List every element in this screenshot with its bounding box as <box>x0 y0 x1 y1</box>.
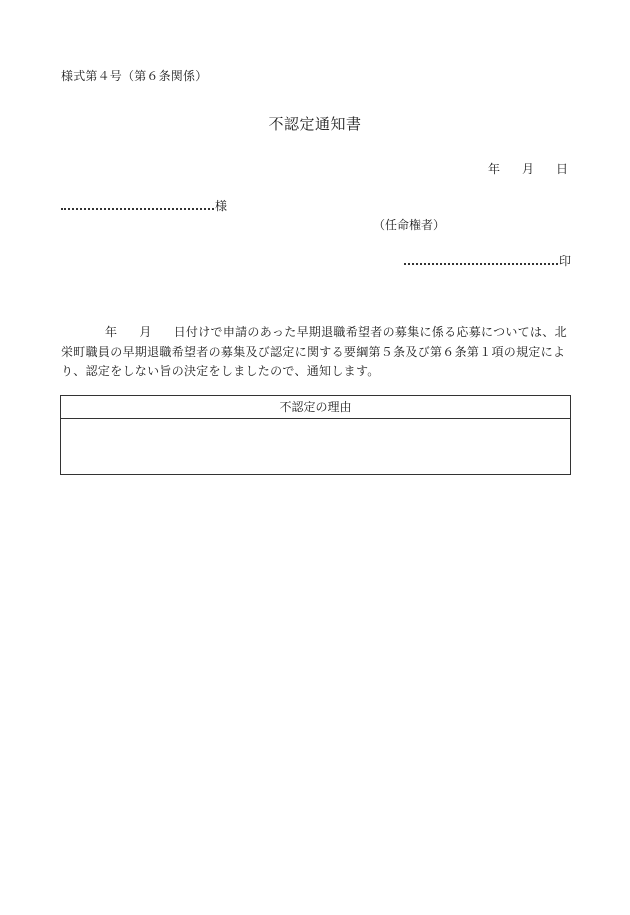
recipient-line <box>61 197 227 214</box>
reason-table <box>60 395 571 475</box>
authority-label: （任命権者） <box>373 218 446 232</box>
seal-dotted-line <box>404 253 558 265</box>
document-title: 不認定通知書 <box>268 115 362 133</box>
seal-line <box>404 252 571 269</box>
recipient-honorific: 様 <box>215 199 228 213</box>
reason-table-header: 不認定の理由 <box>61 396 570 419</box>
reason-table-body <box>61 419 570 474</box>
body-month-label: 月 <box>139 325 152 339</box>
body-text: 日付けで申請のあった早期退職希望者の募集に係る応募については、北栄町職員の早期退職希望者の募集及び認定に関する要綱第５条及び第６条第１項の規定により、認定をしない旨の決定をしましたので、通知します。 <box>61 325 567 378</box>
body-year-label: 年 <box>105 325 118 339</box>
form-number: 様式第４号（第６条関係） <box>61 69 208 83</box>
date-year-label: 年 <box>488 162 501 176</box>
recipient-dotted-line <box>61 198 214 210</box>
date-month-label: 月 <box>522 162 535 176</box>
date-day-label: 日 <box>556 162 569 176</box>
date-line <box>488 160 568 177</box>
seal-label: 印 <box>559 254 572 268</box>
notice-body <box>61 323 573 382</box>
